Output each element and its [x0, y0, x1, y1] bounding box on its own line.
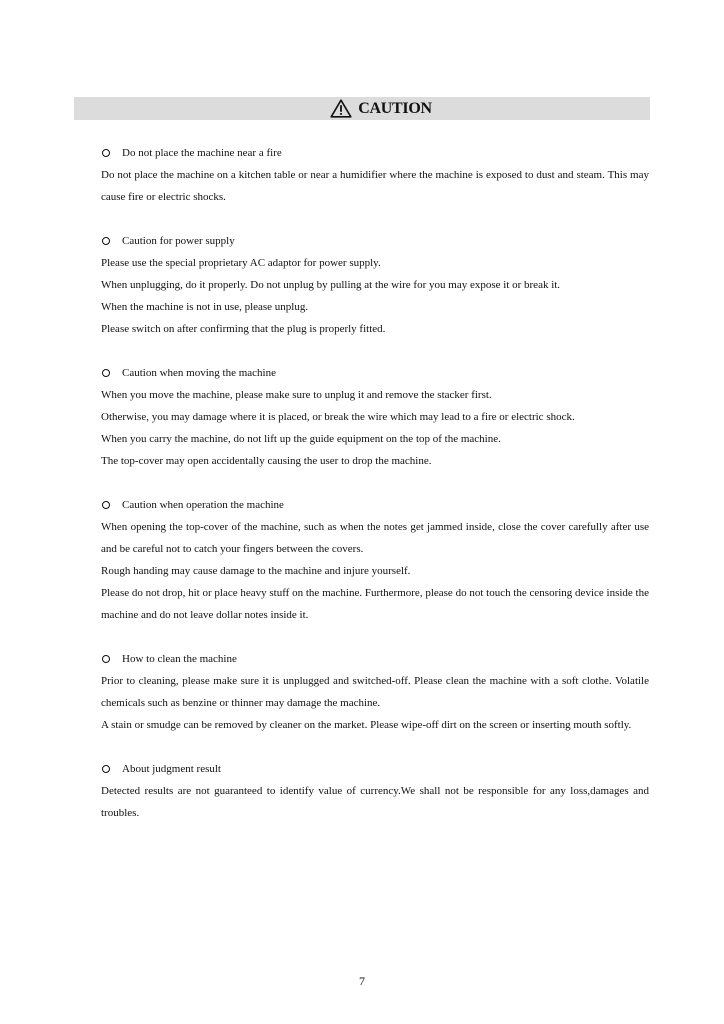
- section-heading-text: How to clean the machine: [122, 653, 237, 665]
- paragraph: When you move the machine, please make sure to unplug it and remove the stacker first.: [101, 389, 492, 401]
- paragraph: Prior to cleaning, please make sure it is unplugged and switched-off. Please clean the machine with a soft clothe. Volatile chemicals such as benzine or thinner may damage the machine.: [101, 675, 649, 709]
- paragraph: Please switch on after confirming that the plug is properly fitted.: [101, 323, 386, 335]
- section-heading-text: Caution for power supply: [122, 235, 235, 247]
- section-heading-text: Do not place the machine near a fire: [122, 147, 282, 159]
- caution-banner: [74, 97, 650, 120]
- paragraph: Otherwise, you may damage where it is placed, or break the wire which may lead to a fire or electric shock.: [101, 411, 575, 423]
- section-fire: [101, 142, 649, 208]
- section-heading: [101, 494, 649, 516]
- circle-bullet-icon: [102, 765, 110, 773]
- section-heading-text: About judgment result: [122, 763, 221, 775]
- section-heading: [101, 648, 649, 670]
- section-cleaning: [101, 648, 649, 736]
- caution-content: [101, 142, 649, 846]
- paragraph: Please use the special proprietary AC adaptor for power supply.: [101, 257, 381, 269]
- circle-bullet-icon: [102, 369, 110, 377]
- paragraph: When the machine is not in use, please unplug.: [101, 301, 309, 313]
- caution-heading: [330, 99, 431, 118]
- section-power-supply: [101, 230, 649, 340]
- paragraph: Rough handing may cause damage to the machine and injure yourself.: [101, 565, 411, 577]
- circle-bullet-icon: [102, 655, 110, 663]
- circle-bullet-icon: [102, 149, 110, 157]
- paragraph: Do not place the machine on a kitchen table or near a humidifier where the machine is exposed to dust and steam. This may cause fire or electric shocks.: [101, 169, 649, 203]
- section-operation: [101, 494, 649, 626]
- warning-triangle-icon: [330, 99, 352, 118]
- section-heading: [101, 230, 649, 252]
- paragraph: A stain or smudge can be removed by cleaner on the market. Please wipe-off dirt on the screen or inserting mouth softly.: [101, 719, 632, 731]
- section-judgment: [101, 758, 649, 824]
- paragraph: The top-cover may open accidentally causing the user to drop the machine.: [101, 455, 432, 467]
- section-heading: [101, 758, 649, 780]
- caution-title: CAUTION: [358, 99, 432, 117]
- section-heading: [101, 362, 649, 384]
- paragraph: Detected results are not guaranteed to identify value of currency.We shall not be responsible for any loss,damages and troubles.: [101, 785, 649, 819]
- circle-bullet-icon: [102, 237, 110, 245]
- paragraph: When you carry the machine, do not lift up the guide equipment on the top of the machine.: [101, 433, 501, 445]
- paragraph: When unplugging, do it properly. Do not unplug by pulling at the wire for you may expose it or break it.: [101, 279, 561, 291]
- section-heading: [101, 142, 649, 164]
- paragraph: Please do not drop, hit or place heavy stuff on the machine. Furthermore, please do not touch the censoring device inside the machine and do not leave dollar notes inside it.: [101, 587, 649, 621]
- circle-bullet-icon: [102, 501, 110, 509]
- page-number: 7: [359, 974, 365, 988]
- section-moving: [101, 362, 649, 472]
- paragraph: When opening the top-cover of the machine, such as when the notes get jammed inside, close the cover carefully after use and be careful not to catch your fingers between the covers.: [101, 521, 649, 555]
- section-heading-text: Caution when moving the machine: [122, 367, 276, 379]
- section-heading-text: Caution when operation the machine: [122, 499, 284, 511]
